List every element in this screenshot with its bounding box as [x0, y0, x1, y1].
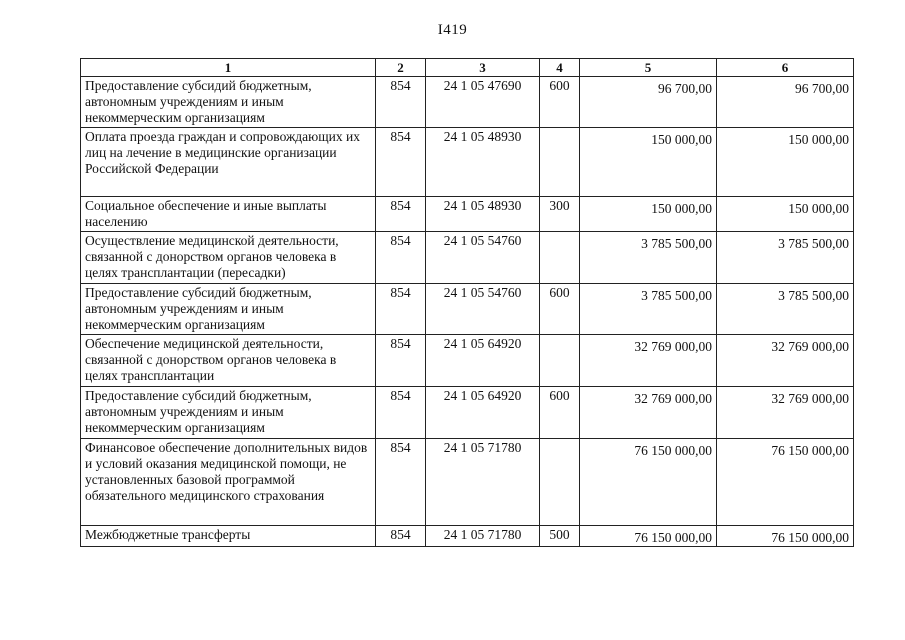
row-type: 600	[540, 284, 580, 335]
row-value-5: 32 769 000,00	[634, 391, 712, 406]
row-grbs: 854	[376, 284, 426, 335]
row-code: 24 1 05 71780	[426, 439, 540, 526]
column-header: 1	[81, 59, 376, 77]
row-code: 24 1 05 64920	[426, 387, 540, 439]
row-value-5: 32 769 000,00	[634, 339, 712, 354]
row-type: 300	[540, 197, 580, 232]
table-row	[81, 335, 854, 387]
table-row	[81, 232, 854, 284]
row-grbs: 854	[376, 77, 426, 128]
row-type	[540, 335, 580, 387]
table-row	[81, 77, 854, 128]
table-row	[81, 439, 854, 526]
column-header: 4	[540, 59, 580, 77]
row-name: Предоставление субсидий бюджетным, автономным учреждениям и иным некоммерческим организациям	[81, 284, 376, 335]
row-value-6: 3 785 500,00	[778, 288, 849, 303]
page-number: I419	[437, 22, 468, 38]
row-grbs: 854	[376, 335, 426, 387]
row-code: 24 1 05 64920	[426, 335, 540, 387]
row-value-6: 76 150 000,00	[771, 530, 849, 545]
row-value-5: 3 785 500,00	[641, 236, 712, 251]
row-value-6: 32 769 000,00	[771, 391, 849, 406]
row-grbs: 854	[376, 387, 426, 439]
row-code: 24 1 05 54760	[426, 232, 540, 284]
row-name: Финансовое обеспечение дополнительных видов и условий оказания медицинской помощи, не установленных базовой программой обязательного медицинского страхования	[81, 439, 376, 526]
column-header: 6	[717, 59, 854, 77]
row-grbs: 854	[376, 439, 426, 526]
row-grbs: 854	[376, 197, 426, 232]
row-value-5: 76 150 000,00	[634, 530, 712, 545]
row-code: 24 1 05 71780	[426, 526, 540, 547]
table-row	[81, 387, 854, 439]
row-value-6: 96 700,00	[795, 81, 849, 96]
table-row	[81, 197, 854, 232]
row-name: Межбюджетные трансферты	[81, 526, 376, 547]
table-row	[81, 128, 854, 197]
row-grbs: 854	[376, 128, 426, 197]
column-header: 3	[426, 59, 540, 77]
row-code: 24 1 05 54760	[426, 284, 540, 335]
row-code: 24 1 05 48930	[426, 197, 540, 232]
row-grbs: 854	[376, 232, 426, 284]
row-type: 500	[540, 526, 580, 547]
row-type	[540, 439, 580, 526]
row-value-6: 3 785 500,00	[778, 236, 849, 251]
row-code: 24 1 05 47690	[426, 77, 540, 128]
row-name: Предоставление субсидий бюджетным, автономным учреждениям и иным некоммерческим организациям	[81, 77, 376, 128]
table-header-row	[81, 59, 854, 77]
budget-table	[80, 58, 854, 547]
row-type: 600	[540, 387, 580, 439]
row-name: Оплата проезда граждан и сопровождающих их лиц на лечение в медицинские организации Российской Федерации	[81, 128, 376, 197]
row-value-6: 32 769 000,00	[771, 339, 849, 354]
row-name: Социальное обеспечение и иные выплаты населению	[81, 197, 376, 232]
row-grbs: 854	[376, 526, 426, 547]
table-row	[81, 526, 854, 547]
row-value-6: 150 000,00	[788, 132, 849, 147]
row-type: 600	[540, 77, 580, 128]
row-value-6: 150 000,00	[788, 201, 849, 216]
row-value-5: 3 785 500,00	[641, 288, 712, 303]
row-name: Предоставление субсидий бюджетным, автономным учреждениям и иным некоммерческим организациям	[81, 387, 376, 439]
row-type	[540, 128, 580, 197]
column-header: 2	[376, 59, 426, 77]
row-type	[540, 232, 580, 284]
row-value-5: 96 700,00	[658, 81, 712, 96]
row-value-5: 76 150 000,00	[634, 443, 712, 458]
table-row	[81, 284, 854, 335]
row-name: Обеспечение медицинской деятельности, связанной с донорством органов человека в целях трансплантации	[81, 335, 376, 387]
row-name: Осуществление медицинской деятельности, связанной с донорством органов человека в целях трансплантации (пересадки)	[81, 232, 376, 284]
row-value-5: 150 000,00	[651, 201, 712, 216]
row-value-5: 150 000,00	[651, 132, 712, 147]
row-code: 24 1 05 48930	[426, 128, 540, 197]
row-value-6: 76 150 000,00	[771, 443, 849, 458]
column-header: 5	[580, 59, 717, 77]
